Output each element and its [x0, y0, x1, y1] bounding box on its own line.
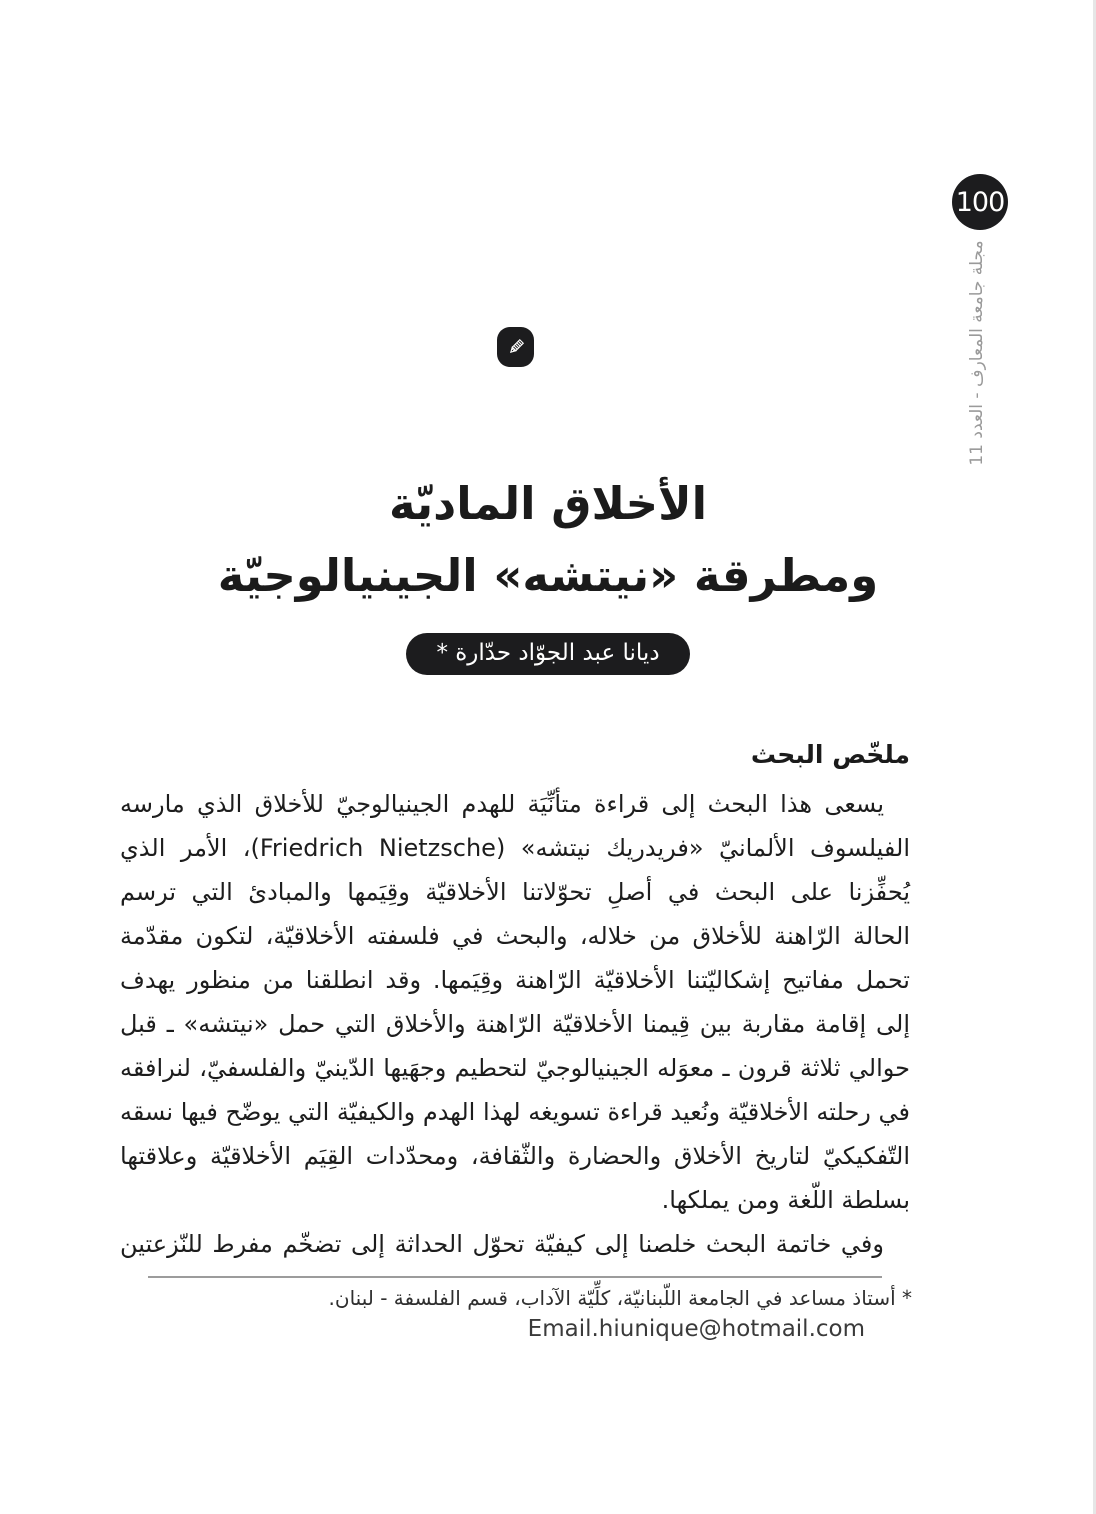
- summary-line: الفيلسوف الألمانيّ «فريدريك نيتشه» (Friedrich Nietzsche)، الأمر الذي: [120, 834, 910, 862]
- summary-line: تحمل مفاتيح إشكاليّتنا الأخلاقيّة الرّاهنة وقِيَمها. وقد انطلقنا من منظور يهدف: [120, 966, 910, 994]
- summary-line: في رحلته الأخلاقيّة ونُعيد قراءة تسويغه لهذا الهدم والكيفيّة التي يوضّح فيها نسقه: [120, 1098, 910, 1126]
- pencil-icon: [505, 336, 527, 358]
- journal-spine-text: مجلة جامعة المعارف - العدد 11: [967, 240, 987, 466]
- title-line-2: ومطرقة «نيتشه» الجينيالوجيّة: [217, 549, 879, 602]
- summary-line: وفي خاتمة البحث خلصنا إلى كيفيّة تحوّل الحداثة إلى تضخّم مفرط للنّزعتين: [120, 1230, 884, 1258]
- summary-body: [120, 782, 910, 1266]
- footnote-rule: [148, 1276, 882, 1278]
- summary-line: بسلطة اللّغة ومن يملكها.: [661, 1186, 910, 1214]
- summary-line: التّفكيكيّ لتاريخ الأخلاق والحضارة والثّقافة، ومحدّدات القِيَم الأخلاقيّة وعلاقتها: [120, 1142, 910, 1170]
- page-number-badge: [952, 174, 1008, 230]
- summary-paragraph-1: [120, 782, 910, 1222]
- summary-line: يسعى هذا البحث إلى قراءة متأنِّيَة للهدم الجينيالوجيّ للأخلاق الذي مارسه: [120, 790, 884, 818]
- author-badge: [406, 633, 689, 675]
- author-name: ديانا عبد الجوّاد حدّارة *: [436, 640, 660, 666]
- summary-line: الحالة الرّاهنة للأخلاق من خلاله، والبحث في فلسفته الأخلاقيّة، لتكون مقدّمة: [120, 922, 910, 950]
- title-line-1: الأخلاق الماديّة: [388, 477, 708, 530]
- summary-line: حوالي ثلاثة قرون ـ معوَله الجينيالوجيّ لتحطيم وجهَيها الدّينيّ والفلسفيّ، لنرافقه: [120, 1054, 910, 1082]
- pencil-badge: [497, 327, 534, 367]
- footnote-text: * أستاذ مساعد في الجامعة اللّبنانيّة، كلِّيّة الآداب، قسم الفلسفة - لبنان.: [328, 1286, 912, 1310]
- article-title: [0, 468, 1096, 612]
- summary-paragraph-2: [120, 1222, 910, 1266]
- page-number: 100: [955, 186, 1005, 218]
- summary-line: إلى إقامة مقاربة بين قِيمنا الأخلاقيّة الرّاهنة والأخلاق التي حمل «نيتشه» ـ قبل: [120, 1010, 910, 1038]
- footnote-email: Email.hiunique@hotmail.com: [527, 1316, 865, 1342]
- summary-heading: ملخّص البحث: [750, 740, 910, 769]
- summary-line: يُحفِّزنا على البحث في أصلِ تحوّلاتنا الأخلاقيّة وقِيَمها والمبادئ التي ترسم: [120, 878, 910, 906]
